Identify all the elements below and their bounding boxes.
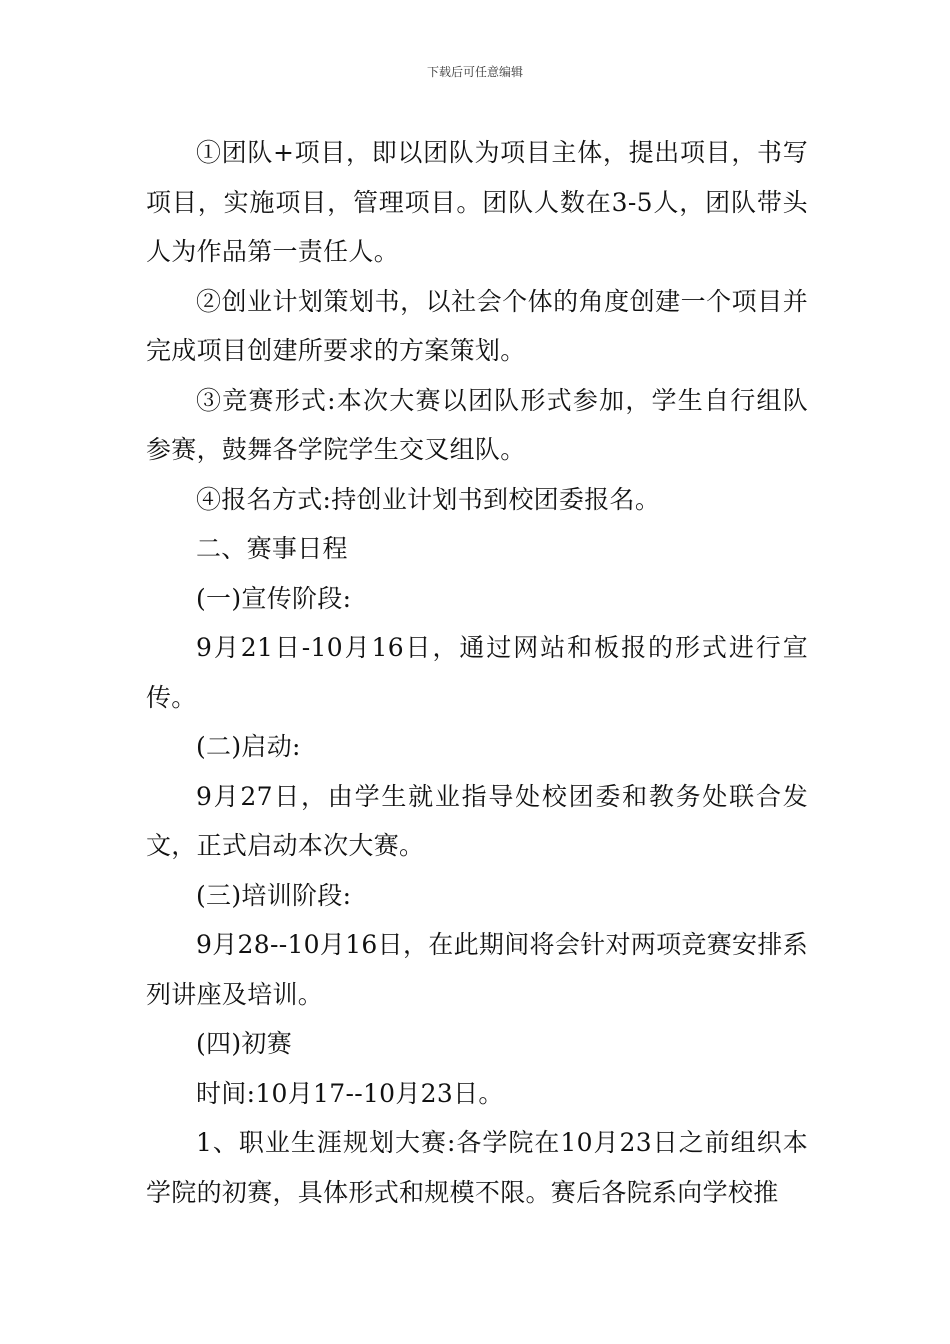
paragraph-team-project: ①团队+项目，即以团队为项目主体，提出项目，书写项目，实施项目，管理项目。团队人数在3-5人，团队带头人为作品第一责任人。 (146, 138, 808, 266)
header-note: 下载后可任意编辑 (426, 65, 523, 79)
document-body (146, 128, 808, 1217)
paragraph-publicity-dates: 9月21日-10月16日，通过网站和板报的形式进行宣传。 (146, 633, 808, 712)
subheading-preliminary: (四)初赛 (196, 1029, 293, 1058)
subheading-launch: (二)启动: (196, 732, 301, 761)
paragraph-career-planning: 1、职业生涯规划大赛:各学院在10月23日之前组织本学院的初赛，具体形式和规模不限。赛后各院系向学校推 (146, 1128, 808, 1207)
paragraph-competition-format: ③竞赛形式:本次大赛以团队形式参加，学生自行组队参赛，鼓舞各学院学生交叉组队。 (146, 385, 808, 464)
paragraph-business-plan: ②创业计划策划书，以社会个体的角度创建一个项目并完成项目创建所要求的方案策划。 (146, 286, 808, 365)
paragraph-launch-details: 9月27日，由学生就业指导处校团委和教务处联合发文，正式启动本次大赛。 (146, 781, 808, 860)
paragraph-registration: ④报名方式:持创业计划书到校团委报名。 (196, 484, 661, 514)
paragraph-training-details: 9月28--10月16日，在此期间将会针对两项竞赛安排系列讲座及培训。 (146, 930, 808, 1009)
subheading-training: (三)培训阶段: (196, 880, 352, 910)
paragraph-preliminary-time: 时间:10月17--10月23日。 (196, 1078, 504, 1108)
subheading-publicity: (一)宣传阶段: (196, 583, 352, 613)
section-heading-schedule: 二、赛事日程 (196, 534, 348, 563)
